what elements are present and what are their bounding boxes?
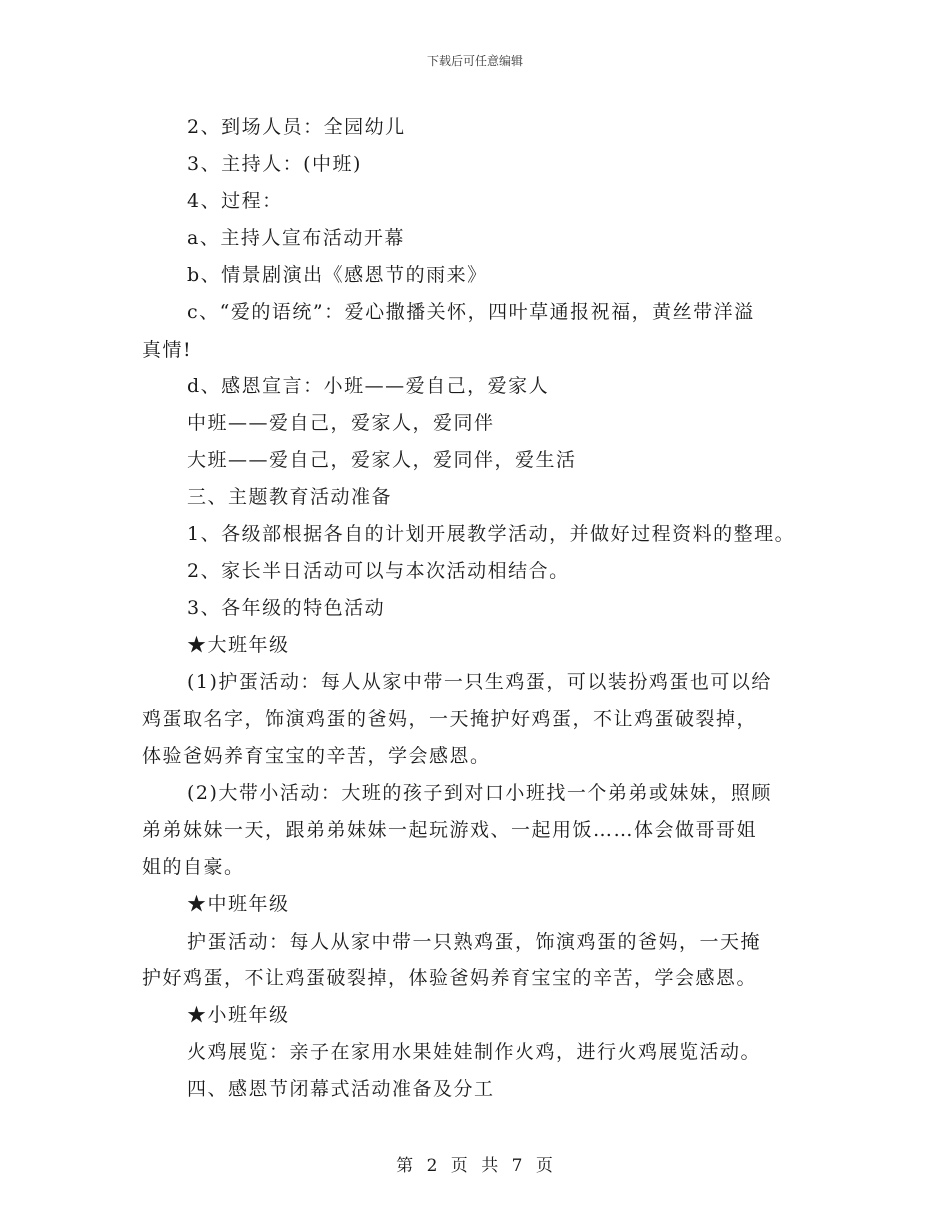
body-line: d、感恩宣言：小班——爱自己，爱家人 (187, 375, 550, 397)
grade-heading: ★小班年级 (187, 1004, 290, 1026)
body-line: 护蛋活动：每人从家中带一只熟鸡蛋，饰演鸡蛋的爸妈，一天掩 (187, 931, 762, 953)
body-line: 中班——爱自己，爱家人，爱同伴 (187, 412, 495, 434)
body-line: (1)护蛋活动：每人从家中带一只生鸡蛋，可以装扮鸡蛋也可以给 (187, 671, 772, 693)
body-line: 弟弟妹妹一天，跟弟弟妹妹一起玩游戏、一起用饭……体会做哥哥姐 (142, 819, 758, 841)
grade-heading: ★大班年级 (187, 634, 290, 656)
section-heading: 四、感恩节闭幕式活动准备及分工 (187, 1078, 495, 1100)
body-line: (2)大带小活动：大班的孩子到对口小班找一个弟弟或妹妹，照顾 (187, 782, 772, 804)
body-line: a、主持人宣布活动开幕 (187, 227, 405, 249)
body-line: 大班——爱自己，爱家人，爱同伴，爱生活 (187, 449, 577, 471)
body-line: 体验爸妈养育宝宝的辛苦，学会感恩。 (142, 745, 491, 767)
body-line: 3、各年级的特色活动 (187, 597, 386, 619)
page-number-footer: 第 2 页 共 7 页 (396, 1156, 554, 1176)
body-line: 2、到场人员：全园幼儿 (187, 116, 406, 138)
page-header-note: 下载后可任意编辑 (426, 54, 523, 68)
body-line: 真情! (142, 339, 193, 361)
body-line: 火鸡展览：亲子在家用水果娃娃制作火鸡，进行火鸡展览活动。 (187, 1041, 762, 1063)
body-line: b、情景剧演出《感恩节的雨来》 (187, 264, 488, 286)
body-line: 鸡蛋取名字，饰演鸡蛋的爸妈，一天掩护好鸡蛋，不让鸡蛋破裂掉， (142, 708, 758, 730)
body-line: 3、主持人：(中班) (187, 153, 362, 175)
body-line: 姐的自豪。 (142, 856, 245, 878)
body-line: 4、过程： (187, 190, 283, 212)
body-line: 1、各级部根据各自的计划开展教学活动，并做好过程资料的整理。 (187, 523, 796, 545)
section-heading: 三、主题教育活动准备 (187, 486, 393, 508)
body-line: 护好鸡蛋，不让鸡蛋破裂掉，体验爸妈养育宝宝的辛苦，学会感恩。 (142, 967, 758, 989)
grade-heading: ★中班年级 (187, 893, 290, 915)
body-line: c、“爱的语统”：爱心撒播关怀，四叶草通报祝福，黄丝带洋溢 (187, 301, 755, 323)
body-line: 2、家长半日活动可以与本次活动相结合。 (187, 560, 570, 582)
